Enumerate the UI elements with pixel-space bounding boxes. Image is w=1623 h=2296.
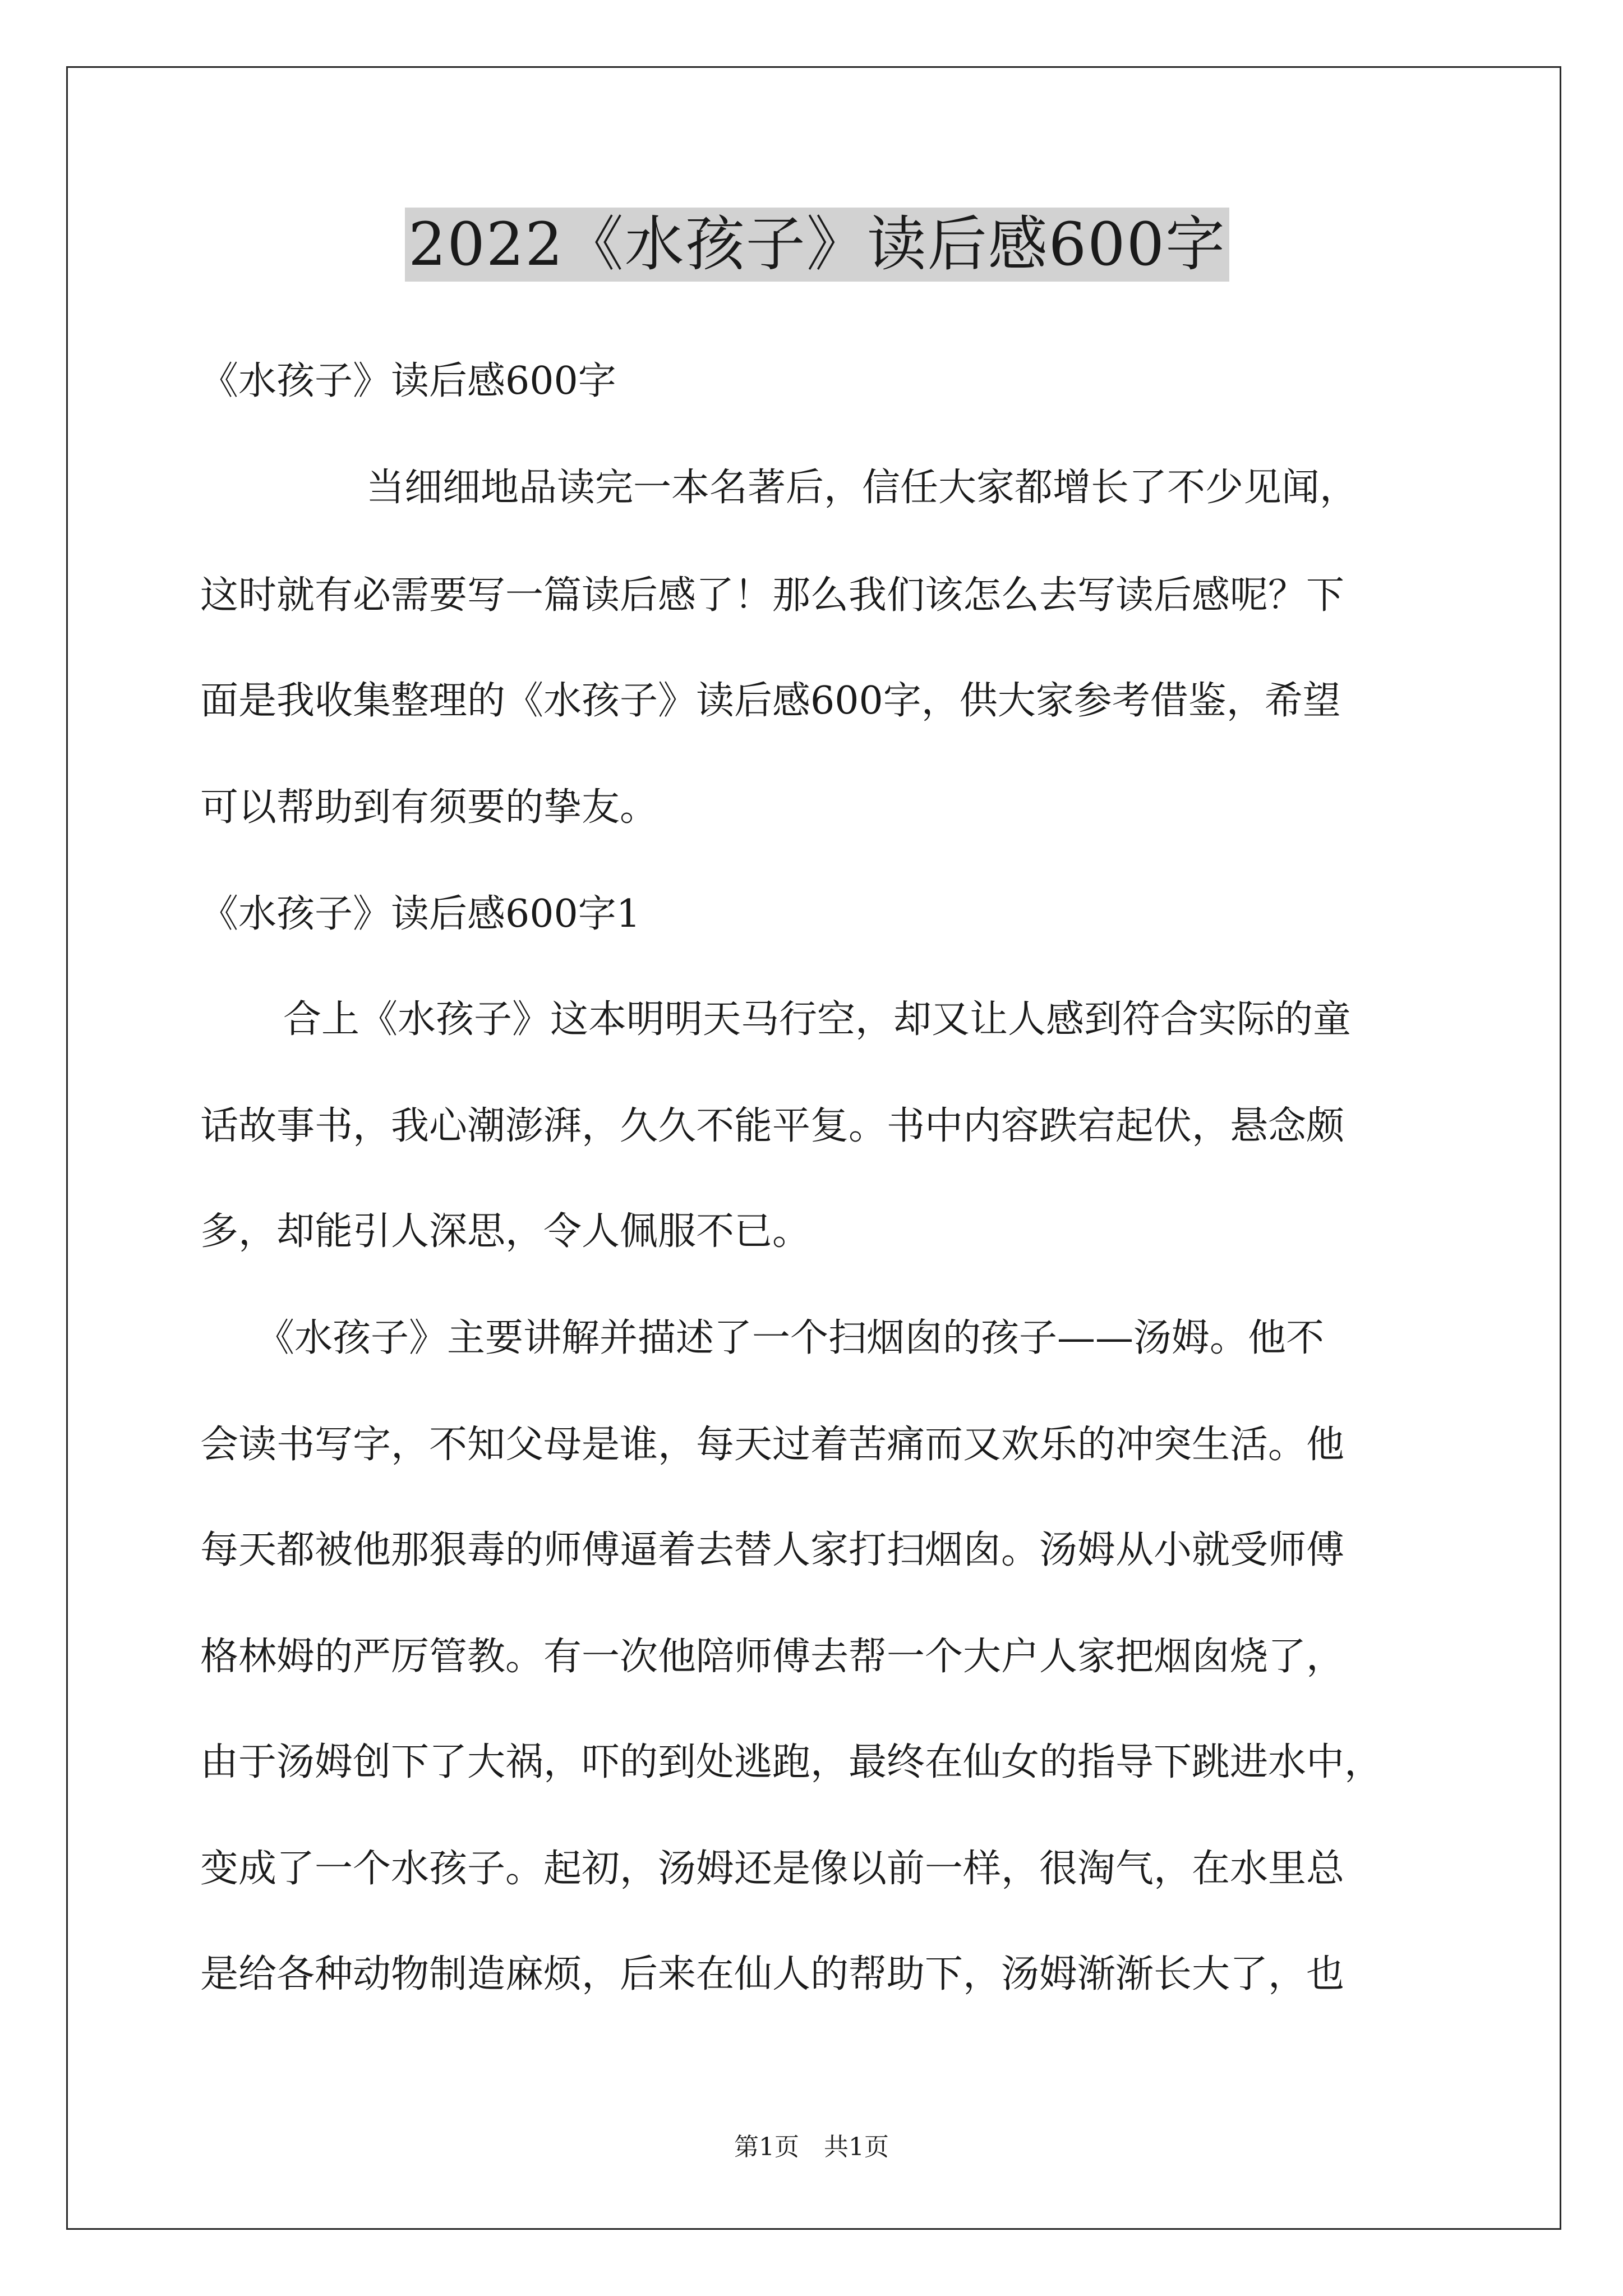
paragraph-line: 格林姆的严厉管教。有一次他陪师傅去帮一个大户人家把烟囱烧了，: [200, 1635, 1345, 1679]
section-heading: 《水孩子》读后感600字1: [200, 892, 641, 936]
intro-line: 这时就有必需要写一篇读后感了！那么我们该怎么去写读后感呢？下: [200, 573, 1345, 618]
paragraph-line: 是给各种动物制造麻烦，后来在仙人的帮助下，汤姆渐渐长大了，也: [200, 1952, 1345, 1996]
intro-line: 面是我收集整理的《水孩子》读后感600字，供大家参考借鉴，希望: [200, 679, 1341, 723]
paragraph-line: 话故事书，我心潮澎湃，久久不能平复。书中内容跌宕起伏，悬念颇: [200, 1104, 1345, 1148]
paragraph-line: 《水孩子》主要讲解并描述了一个扫烟囱的孩子——汤姆。他不: [256, 1316, 1325, 1360]
title-container: [200, 208, 1434, 282]
document-title: 2022《水孩子》读后感600字: [405, 208, 1229, 282]
page-footer: 第1页 共1页: [734, 2133, 889, 2161]
paragraph-line: 变成了一个水孩子。起初，汤姆还是像以前一样，很淘气，在水里总: [200, 1847, 1345, 1891]
paragraph-line: 每天都被他那狠毒的师傅逼着去替人家打扫烟囱。汤姆从小就受师傅: [200, 1528, 1345, 1572]
intro-line: 可以帮助到有须要的挚友。: [200, 785, 658, 830]
paragraph-line: 合上《水孩子》这本明明天马行空，却又让人感到符合实际的童: [283, 997, 1352, 1042]
paragraph-line: 会读书写字，不知父母是谁，每天过着苦痛而又欢乐的冲突生活。他: [200, 1423, 1345, 1467]
intro-line: 当细细地品读完一本名著后，信任大家都增长了不少见闻，: [366, 466, 1358, 510]
subheading: 《水孩子》读后感600字: [200, 359, 616, 403]
paragraph-line: 多，却能引人深思，令人佩服不已。: [200, 1209, 811, 1254]
paragraph-line: 由于汤姆创下了大祸，吓的到处逃跑，最终在仙女的指导下跳进水中，: [200, 1740, 1383, 1784]
